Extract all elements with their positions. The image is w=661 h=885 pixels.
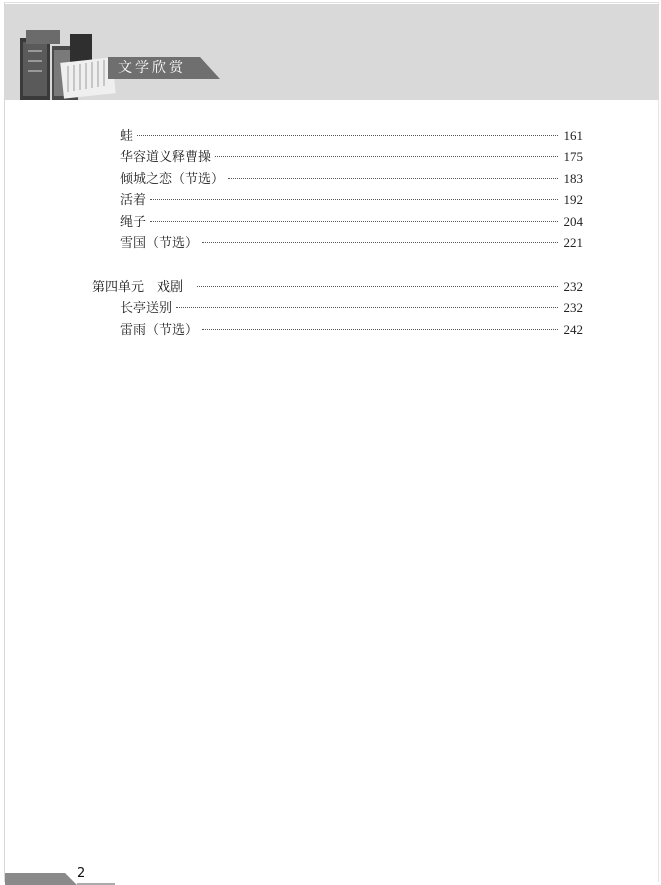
dot-leader bbox=[202, 329, 557, 330]
toc-entry-page: 175 bbox=[563, 149, 583, 164]
section-label: 文学欣赏 bbox=[118, 60, 186, 76]
toc-entry-title: 华容道义释曹操 bbox=[120, 150, 212, 165]
toc-entry-title: 活着 bbox=[120, 193, 147, 208]
toc-entry-title: 雪国（节选） bbox=[120, 236, 199, 251]
dot-leader bbox=[137, 135, 557, 136]
toc-entry[interactable] bbox=[120, 298, 583, 318]
toc-entry-page: 192 bbox=[563, 192, 583, 207]
toc-unit-heading[interactable] bbox=[92, 277, 583, 297]
toc-entry[interactable] bbox=[120, 190, 583, 210]
toc-entry[interactable] bbox=[120, 320, 583, 340]
page-number: 2 bbox=[77, 866, 86, 881]
toc-entry[interactable] bbox=[120, 147, 583, 167]
toc-entry-title: 蛙 bbox=[120, 129, 134, 144]
toc-entry-page: 204 bbox=[563, 214, 583, 229]
toc-entry-title: 长亭送别 bbox=[120, 301, 173, 316]
toc-entry-page: 242 bbox=[563, 322, 583, 337]
toc-entry-page: 221 bbox=[563, 235, 583, 250]
toc-unit-page: 232 bbox=[563, 279, 583, 294]
toc-entry-title: 绳子 bbox=[120, 215, 147, 230]
toc-unit-title: 第四单元 戏剧 bbox=[92, 280, 184, 295]
toc-entry-page: 161 bbox=[563, 128, 583, 143]
dot-leader bbox=[202, 242, 557, 243]
dot-leader bbox=[228, 178, 557, 179]
toc-entry[interactable] bbox=[120, 212, 583, 232]
footer-bar bbox=[5, 873, 115, 885]
dot-leader bbox=[197, 286, 557, 287]
toc-entry[interactable] bbox=[120, 126, 583, 146]
toc-entry-title: 雷雨（节选） bbox=[120, 323, 199, 338]
dot-leader bbox=[150, 221, 557, 222]
dot-leader bbox=[150, 199, 557, 200]
toc-entry[interactable] bbox=[120, 169, 583, 189]
dot-leader bbox=[176, 307, 557, 308]
toc-entry-page: 232 bbox=[563, 300, 583, 315]
dot-leader bbox=[215, 156, 557, 157]
toc-entry-page: 183 bbox=[563, 171, 583, 186]
toc-entry[interactable] bbox=[120, 233, 583, 253]
toc-entry-title: 倾城之恋（节选） bbox=[120, 172, 225, 187]
